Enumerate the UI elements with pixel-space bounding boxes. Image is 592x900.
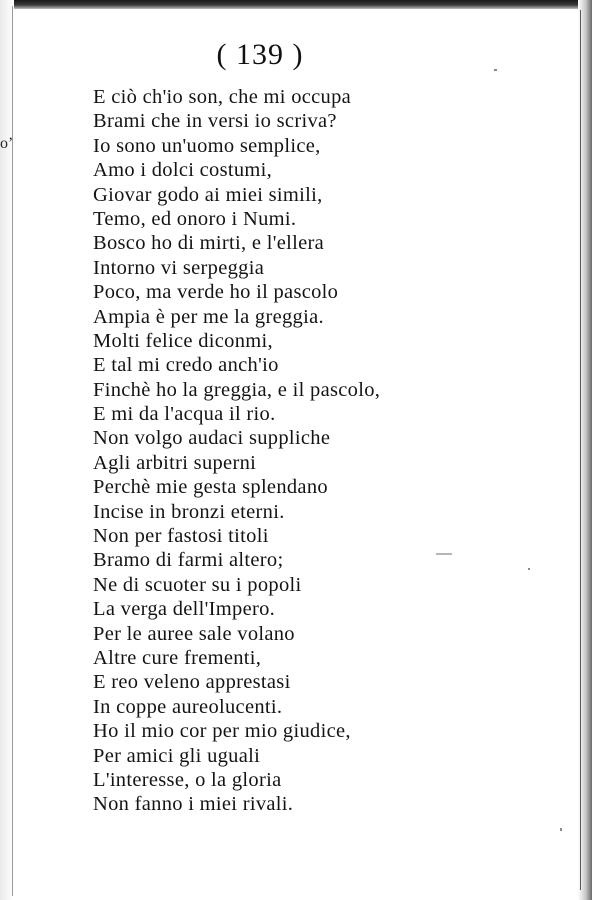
page-fold-line [580, 10, 581, 890]
paper-speck [494, 69, 497, 71]
verse-line: Ho il mio cor per mio giudice, [93, 720, 351, 743]
verse-line: E mi da l'acqua il rio. [93, 403, 276, 426]
verse-line: Perchè mie gesta splendano [93, 476, 328, 499]
verse-block [93, 85, 543, 817]
verse-line: L'interesse, o la gloria [93, 768, 282, 791]
margin-bleed-text: oʼ [0, 135, 14, 152]
verse-line: Non volgo audaci suppliche [93, 427, 331, 450]
verse-line: Altre cure frementi, [93, 646, 262, 669]
verse-line: La verga dell'Impero. [93, 598, 276, 621]
verse-line: E reo veleno apprestasi [93, 671, 291, 694]
paper-speck [436, 553, 452, 555]
verse-line: Ne di scuoter su i popoli [93, 573, 302, 596]
page-number: ( 139 ) [216, 38, 304, 71]
verse-line: Poco, ma verde ho il pascolo [93, 281, 339, 304]
verse-line: E ciò ch'io son, che mi occupa [93, 86, 352, 108]
verse-line: Non per fastosi titoli [93, 525, 269, 548]
verse-line: Ampia è per me la greggia. [93, 305, 324, 328]
verse-line: Per amici gli uguali [93, 744, 261, 767]
verse-line: Io sono un'uomo semplice, [93, 134, 321, 157]
verse-line: Per le auree sale volano [93, 622, 295, 645]
verse-line: Non fanno i miei rivali. [93, 793, 294, 816]
verse-line: In coppe aureolucenti. [93, 695, 283, 718]
verse-line: E tal mi credo anch'io [93, 354, 279, 377]
verse-line: Bramo di farmi altero; [93, 549, 284, 572]
verse-line: Bosco ho di mirti, e l'ellera [93, 232, 325, 255]
verse-line: Temo, ed onoro i Numi. [93, 207, 297, 230]
verse-line: Intorno vi serpeggia [93, 256, 265, 279]
verse-line: Amo i dolci costumi, [93, 159, 273, 182]
paper-speck [528, 568, 530, 570]
page-top-edge [0, 0, 592, 9]
verse-line: Agli arbitri superni [93, 451, 257, 474]
verse-line: Molti felice diconmi, [93, 329, 273, 352]
verse-line: Incise in bronzi eterni. [93, 500, 285, 523]
verse-line: Finchè ho la greggia, e il pascolo, [93, 378, 381, 401]
paper-speck [560, 828, 562, 831]
verse-line: Brami che in versi io scriva? [93, 110, 337, 133]
verse-line: Giovar godo ai miei simili, [93, 183, 323, 206]
